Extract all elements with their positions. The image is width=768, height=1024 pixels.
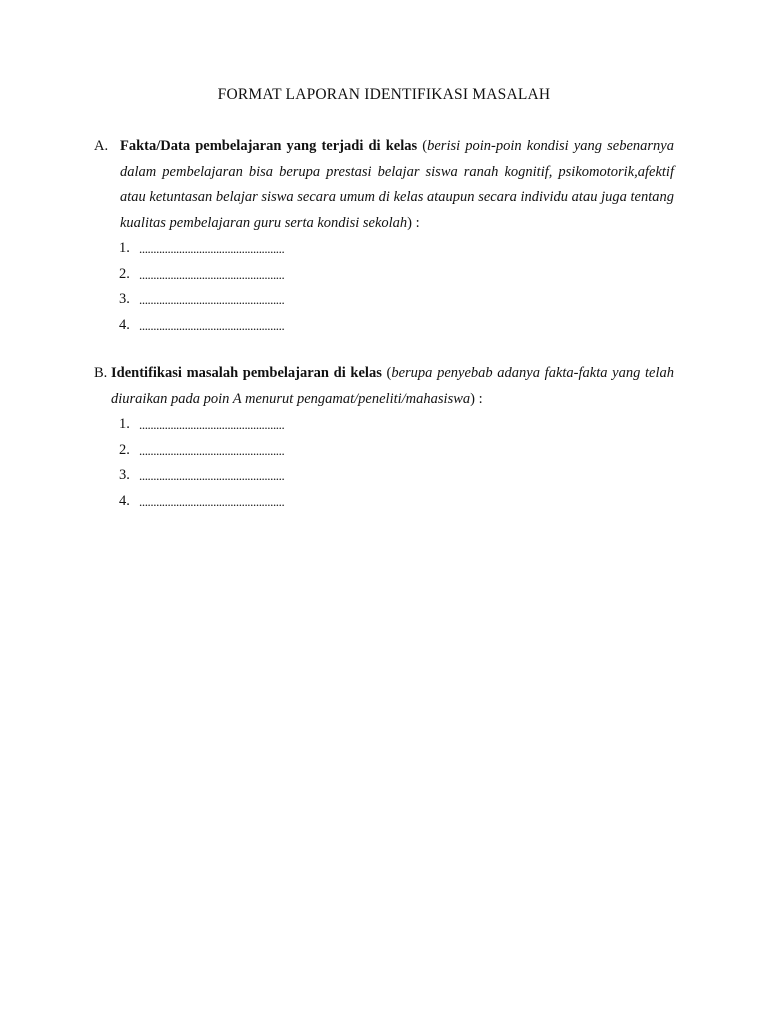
section-a-description: berisi poin-poin kondisi yang sebenarnya dalam pembelajaran bisa berupa prestasi belajar siswa ranah kognitif, psikomotorik,afektif atau ketuntasan belajar siswa secara umum di kelas ataupun secara individu atau juga tentang kualitas pembelajaran guru serta kondisi sekolah	[120, 138, 674, 231]
list-item	[94, 236, 674, 262]
list-item-number: 4.	[119, 492, 130, 509]
list-item-placeholder: ...................................................	[139, 417, 285, 432]
section-a-letter: A.	[94, 138, 109, 154]
list-item	[94, 412, 674, 438]
list-item-placeholder: ...................................................	[139, 292, 285, 307]
list-item-number: 2.	[119, 441, 130, 458]
list-item-number: 3.	[119, 467, 130, 483]
list-item-number: 4.	[119, 316, 130, 333]
list-item	[94, 489, 674, 515]
section-b-description: berupa penyebab adanya fakta-fakta yang telah diuraikan pada poin A menurut pengamat/peneliti/mahasiswa	[111, 365, 674, 407]
section-a-heading: Fakta/Data pembelajaran yang terjadi di kelas	[120, 138, 418, 154]
list-item-placeholder: ...................................................	[139, 317, 285, 333]
section-b-list	[94, 412, 674, 514]
list-item-placeholder: ...................................................	[139, 493, 285, 509]
section-b-paragraph	[94, 361, 674, 412]
section-b-letter: B.	[94, 365, 108, 381]
list-item-number: 2.	[119, 265, 130, 282]
section-b-close-paren: ) :	[470, 390, 483, 407]
list-item-placeholder: ...................................................	[139, 468, 285, 483]
list-item-number: 1.	[119, 416, 130, 432]
section-a-list	[94, 236, 674, 338]
list-item-placeholder: ...................................................	[139, 266, 285, 282]
list-item	[94, 287, 674, 313]
section-a-open-paren: (	[417, 138, 428, 154]
section-b	[94, 361, 674, 514]
list-item-number: 3.	[119, 291, 130, 307]
list-item-number: 1.	[119, 240, 130, 256]
list-item	[94, 262, 674, 288]
section-a-paragraph	[94, 134, 674, 236]
section-a	[94, 134, 674, 338]
list-item-placeholder: ...................................................	[139, 442, 285, 458]
section-a-close-paren: ) :	[407, 214, 420, 231]
list-item	[94, 463, 674, 489]
list-item	[94, 313, 674, 339]
list-item	[94, 438, 674, 464]
document-title: FORMAT LAPORAN IDENTIFIKASI MASALAH	[217, 86, 551, 103]
section-b-heading: Identifikasi masalah pembelajaran di kelas	[111, 365, 382, 381]
section-b-open-paren: (	[381, 365, 392, 381]
list-item-placeholder: ...................................................	[139, 241, 285, 256]
